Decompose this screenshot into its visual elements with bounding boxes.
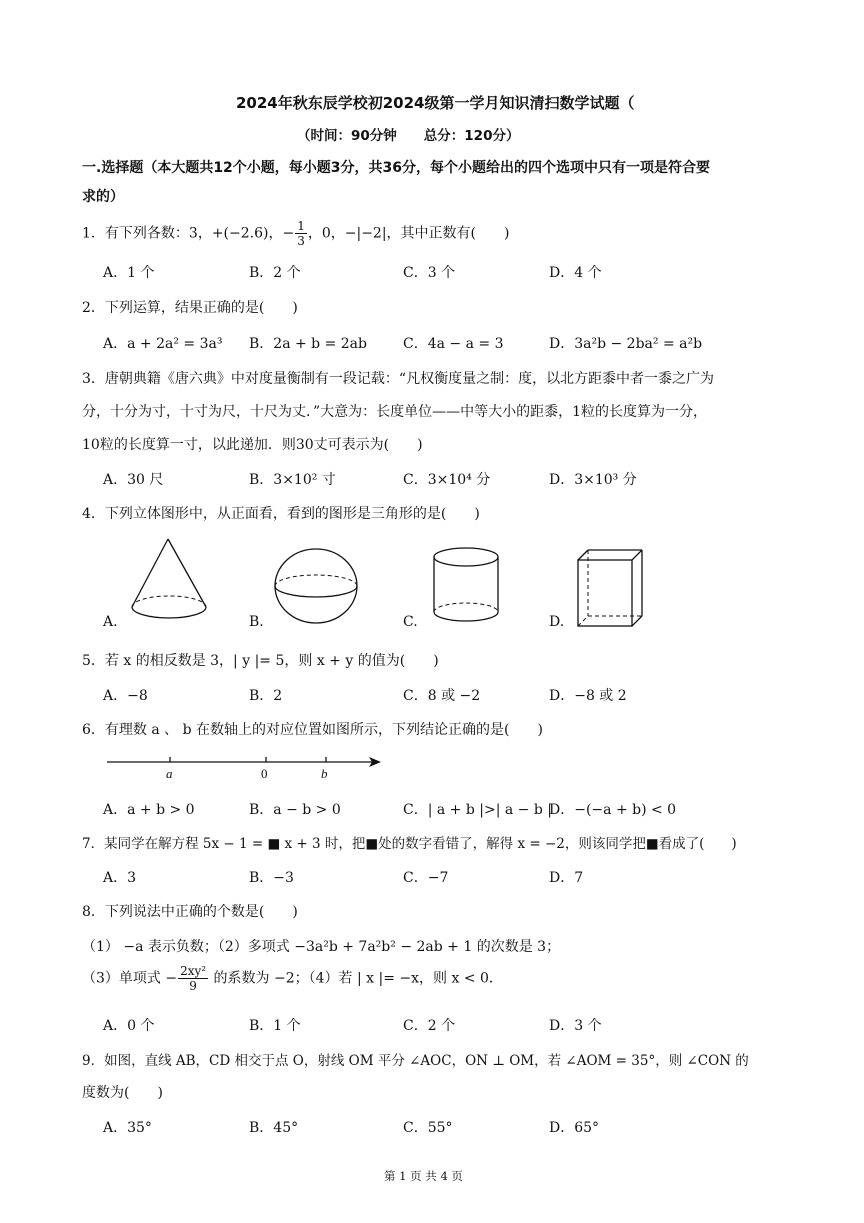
q8-fraction [178, 964, 208, 993]
sphere-figure [273, 547, 359, 627]
q1-text-pre: 1．有下列各数：3，+(−2.6)，− [82, 225, 295, 242]
question-3-line2: 分，十分为寸，十寸为尺，十尺为丈．”大意为：长度单位——中等大小的距黍，1粒的长度算为一分， [82, 404, 708, 420]
q4-option-b[interactable]: B. [249, 614, 264, 630]
section-heading-line2: 求的） [82, 189, 124, 205]
q5-option-b[interactable]: B．2 [249, 688, 283, 704]
axis-label-a: a [166, 766, 173, 781]
number-line [105, 752, 385, 786]
q6-option-c[interactable]: C．| a + b |>| a − b | [403, 802, 552, 818]
q3-option-b[interactable]: B．3×10² 寸 [249, 472, 336, 488]
question-1 [82, 219, 509, 248]
q3-option-d[interactable]: D．3×10³ 分 [549, 472, 637, 488]
axis-label-zero: 0 [261, 766, 268, 781]
q4-option-d[interactable]: D. [549, 614, 565, 630]
question-3-line3: 10粒的长度算一寸，以此递加．则30丈可表示为( ) [82, 437, 423, 453]
q6-option-d[interactable]: D．−(−a + b) < 0 [549, 802, 677, 818]
q1-option-b[interactable]: B．2 个 [249, 265, 301, 281]
q9-option-b[interactable]: B．45° [249, 1120, 299, 1136]
q8-option-d[interactable]: D．3 个 [549, 1018, 602, 1034]
q1-text-post: ，0，−|−2|，其中正数有( ) [307, 225, 510, 242]
cone-figure [128, 537, 210, 623]
q8-line2-post: 的系数为 −2；（4）若 | x |= −x，则 x < 0． [209, 970, 503, 987]
q9-option-d[interactable]: D．65° [549, 1120, 600, 1136]
q8-option-a[interactable]: A．0 个 [103, 1018, 155, 1034]
q1-option-a[interactable]: A．1 个 [103, 265, 155, 281]
q2-option-b[interactable]: B．2a + b = 2ab [249, 336, 367, 352]
page-footer: 第 1 页 共 4 页 [384, 1169, 463, 1183]
q1-fraction [295, 219, 307, 248]
question-7: 7．某同学在解方程 5x − 1 = ■ x + 3 时，把■处的数字看错了，解得 x = −2，则该同学把■看成了( ) [82, 836, 737, 852]
q5-option-d[interactable]: D．−8 或 2 [549, 688, 627, 704]
q2-option-d[interactable]: D．3a²b − 2ba² = a²b [549, 336, 703, 352]
q3-option-a[interactable]: A．30 尺 [103, 472, 164, 488]
question-2: 2．下列运算，结果正确的是( ) [82, 300, 298, 316]
axis-label-b: b [321, 766, 328, 781]
cuboid-figure [576, 548, 644, 630]
q4-option-a[interactable]: A. [103, 614, 118, 630]
q6-option-a[interactable]: A．a + b > 0 [103, 802, 195, 818]
q4-option-c[interactable]: C. [403, 614, 418, 630]
question-9-line2: 度数为( ) [82, 1085, 163, 1101]
q9-option-c[interactable]: C．55° [403, 1120, 453, 1136]
q7-option-d[interactable]: D．7 [549, 870, 584, 886]
q2-option-c[interactable]: C．4a − a = 3 [403, 336, 504, 352]
q5-option-a[interactable]: A．−8 [103, 688, 148, 704]
exam-subtitle: （时间：90分钟 总分：120分） [297, 128, 520, 144]
cylinder-figure [432, 546, 500, 626]
q6-option-b[interactable]: B．a − b > 0 [249, 802, 341, 818]
q7-option-c[interactable]: C．−7 [403, 870, 449, 886]
q1-option-c[interactable]: C．3 个 [403, 265, 456, 281]
question-4: 4．下列立体图形中，从正面看，看到的图形是三角形的是( ) [82, 506, 480, 522]
question-9-line1: 9．如图，直线 AB，CD 相交于点 O，射线 OM 平分 ∠AOC，ON ⊥ OM，若 ∠AOM = 35°，则 ∠CON 的 [82, 1053, 749, 1069]
q9-option-a[interactable]: A．35° [103, 1120, 152, 1136]
q8-option-c[interactable]: C．2 个 [403, 1018, 456, 1034]
q5-option-c[interactable]: C．8 或 −2 [403, 688, 481, 704]
q1-option-d[interactable]: D．4 个 [549, 265, 602, 281]
question-5: 5．若 x 的相反数是 3，| y |= 5，则 x + y 的值为( ) [82, 653, 439, 669]
q8-frac-num: 2xy² [180, 964, 207, 978]
q7-option-a[interactable]: A．3 [103, 870, 137, 886]
q3-option-c[interactable]: C．3×10⁴ 分 [403, 472, 491, 488]
q8-statement-line1: （1） −a 表示负数；（2）多项式 −3a²b + 7a²b² − 2ab + 1 的次数是 3； [82, 939, 561, 955]
q1-frac-den: 3 [297, 234, 305, 248]
q2-option-a[interactable]: A．a + 2a² = 3a³ [103, 336, 223, 352]
section-heading-line1: 一.选择题（本大题共12个小题，每小题3分，共36分，每个小题给出的四个选项中只有一项是符合要 [82, 160, 711, 176]
question-8: 8．下列说法中正确的个数是( ) [82, 904, 298, 920]
q8-option-b[interactable]: B．1 个 [249, 1018, 301, 1034]
exam-title: 2024年秋东辰学校初2024级第一学月知识清扫数学试题（ [236, 94, 635, 112]
q8-statement-line2 [82, 964, 503, 993]
q8-frac-den: 9 [189, 979, 197, 993]
question-3-line1: 3．唐朝典籍《唐六典》中对度量衡制有一段记载：“凡权衡度量之制：度，以北方距黍中者一黍之广为 [82, 371, 715, 387]
question-6: 6．有理数 a 、 b 在数轴上的对应位置如图所示，下列结论正确的是( ) [82, 722, 543, 738]
q1-frac-num: 1 [297, 219, 305, 233]
q8-line2-pre: （3）单项式 − [82, 970, 178, 987]
q7-option-b[interactable]: B．−3 [249, 870, 294, 886]
